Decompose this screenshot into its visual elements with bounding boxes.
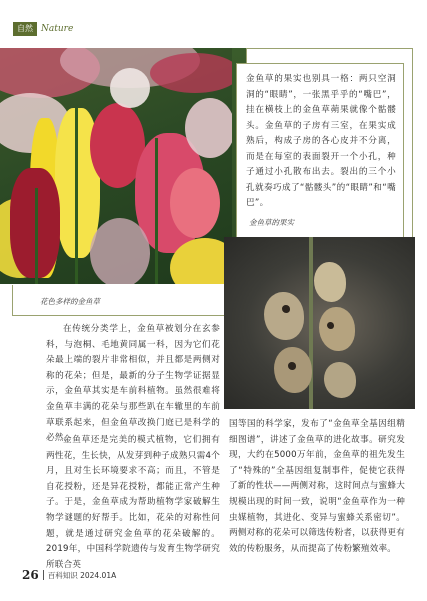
snapdragon-photo (0, 48, 232, 284)
section-header (13, 22, 73, 36)
body-col1-para1: 在传统分类学上，金鱼草被划分在玄参科，与泡桐、毛地黄同属一科，因为它们花朵最上端的裂片非常相似，并且都是两侧对称的花朵；但是，最新的分子生物学证据显示，金鱼草其实是车前科植物。虽然很难将金鱼草丰满的花朵与那些趴在车辙里的车前草联系起来，但金鱼草改换门庭已是科学的必然。 (46, 324, 220, 444)
magazine-issue: 百科知识 2024.01A (47, 570, 117, 580)
frame-line (12, 285, 13, 315)
body-col1-para2: 金鱼草还是完美的模式植物，它们拥有两性花，生长快，从发芽到种子成熟只需4个月，且对生长环境要求不高；而且，不管是自花授粉，还是异花授粉，都能正常产生种子。于是，金鱼草成为帮助植物学家破解生物学谜题的好帮手。比如，花朵的对称性问题，就是通过研究金鱼草的花朵破解的。2019年，中国科学院遗传与发育生物学研究所联合英 (46, 435, 220, 570)
frame-line (246, 48, 247, 64)
footer-divider (43, 570, 44, 580)
fruit-info-text: 金鱼草的果实也别具一格：两只空洞洞的“眼睛”，一张黑乎乎的“嘴巴”，挂在横枝上的金鱼草蒴果就像个骷髅头。金鱼草的子房有三室，在果实成熟后，构成子房的各心皮并不分离，而是在每室的表面裂开一个小孔，种子通过小孔散布出去。裂出的三个小孔就奏巧成了“骷髅头”的“眼睛”和“嘴巴”。 (246, 74, 396, 208)
page-number: 26 (22, 568, 39, 582)
section-tag: 自然 (13, 22, 37, 36)
frame-line (247, 48, 412, 49)
body-col2: 国等国的科学家，发布了“金鱼草全基因组精细图谱”，讲述了金鱼草的进化故事。研究发现，大约在5000万年前，金鱼草的祖先发生了“特殊的”全基因组复制事件，促使它获得了新的性状——两侧对称，这时间点与蜜蜂大规模出现的时间一致，说明“金鱼草作为一种虫媒植物，其进化、变异与蜜蜂关系密切”。两侧对称的花朵可以筛选传粉者，以获得更有效的传粉服务，从而提高了传粉繁殖效率。 (229, 419, 405, 554)
caption-right: 金鱼草的果实 (249, 218, 294, 227)
frame-line (12, 315, 225, 316)
fruit-photo (224, 237, 415, 409)
page-footer (22, 568, 116, 582)
section-tag-en: Nature (41, 24, 74, 34)
caption-left: 花色多样的金鱼草 (40, 297, 100, 306)
